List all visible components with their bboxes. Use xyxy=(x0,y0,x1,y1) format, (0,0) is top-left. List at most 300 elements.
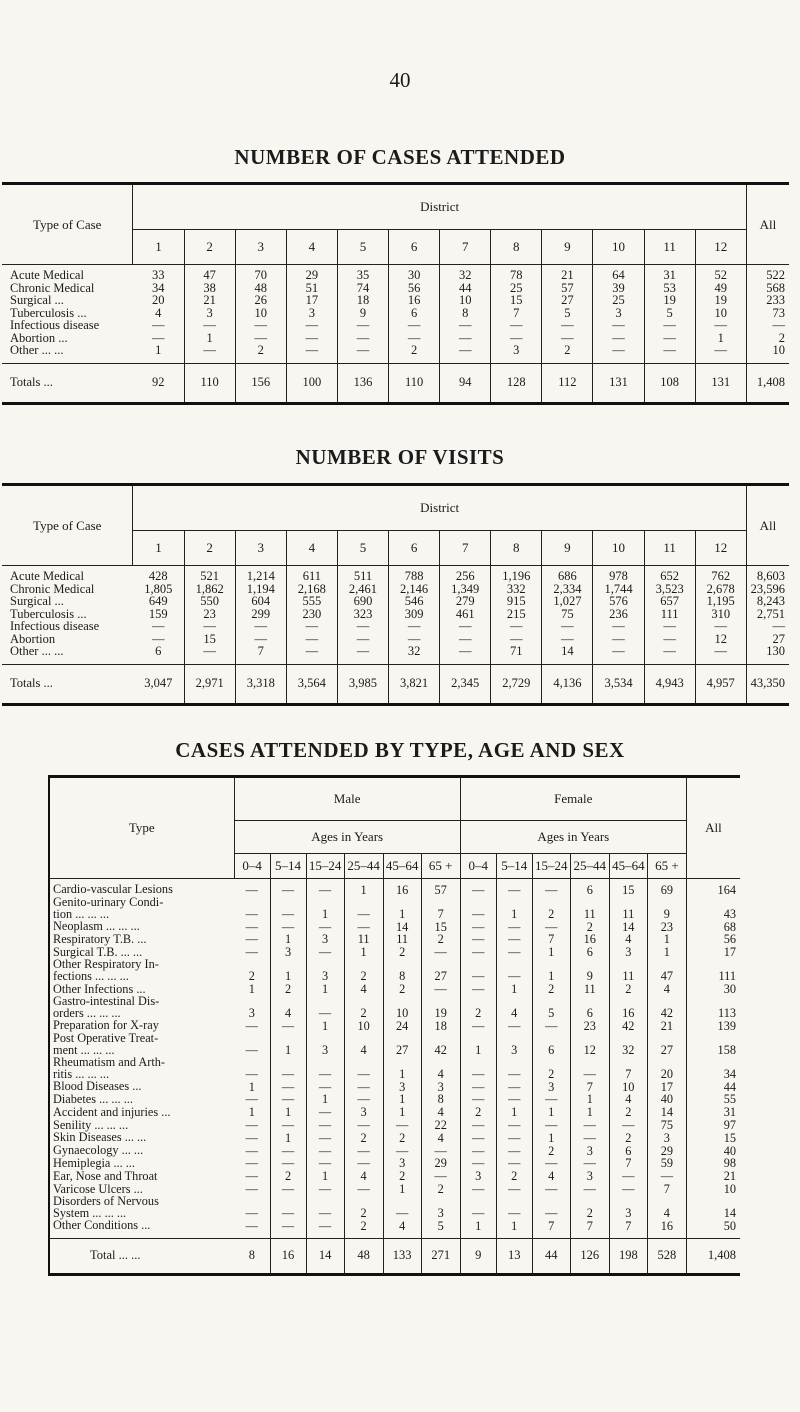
male-value: — xyxy=(234,920,270,933)
cell-value: 256 xyxy=(440,566,491,583)
female-value: 42 xyxy=(647,995,686,1019)
cell-value: — xyxy=(133,633,184,646)
cell-value: 6 xyxy=(389,307,440,320)
female-value: — xyxy=(496,879,532,896)
age-group-header: 0–4 xyxy=(460,854,496,879)
district-number: 10 xyxy=(593,531,644,566)
type-age-sex-table xyxy=(48,775,740,1276)
female-value: — xyxy=(496,1019,532,1032)
female-value: — xyxy=(496,1093,532,1106)
row-total: 139 xyxy=(717,1018,736,1033)
cell-value: 461 xyxy=(440,608,491,621)
male-value: 1 xyxy=(344,879,383,896)
row-total: 68 xyxy=(723,919,736,934)
cell-value: — xyxy=(542,633,593,646)
total-value: 3,318 xyxy=(235,664,286,704)
district-number: 11 xyxy=(644,230,695,265)
cell-value: — xyxy=(440,332,491,345)
cell-value: 215 xyxy=(491,608,542,621)
cell-value: 14 xyxy=(542,645,593,664)
male-value: — xyxy=(270,1144,306,1157)
female-value: 10 xyxy=(609,1080,647,1093)
female-value: 3 xyxy=(647,1131,686,1144)
cell-value: — xyxy=(389,633,440,646)
female-value: 1 xyxy=(570,1093,609,1106)
cell-value: — xyxy=(542,332,593,345)
row-label-line: orders ... ... ... xyxy=(53,1005,121,1020)
row-label xyxy=(49,1219,234,1238)
male-value: 3 xyxy=(383,1080,421,1093)
male-value: — xyxy=(270,1080,306,1093)
row-label-line: Other Infections ... xyxy=(53,981,146,996)
male-value: — xyxy=(383,1195,421,1219)
table-row xyxy=(49,1118,740,1131)
female-value: 1 xyxy=(460,1219,496,1238)
district-number: 9 xyxy=(542,531,593,566)
male-value: 2 xyxy=(344,1195,383,1219)
male-value: 3 xyxy=(383,1157,421,1170)
totals-row xyxy=(2,363,789,403)
cell-value: — xyxy=(644,332,695,345)
female-value: 14 xyxy=(647,1105,686,1118)
female-value: 7 xyxy=(609,1219,647,1238)
female-value: — xyxy=(647,1169,686,1182)
cell-value: 652 xyxy=(644,566,695,583)
female-value: — xyxy=(570,1131,609,1144)
male-value: — xyxy=(306,1144,344,1157)
female-value: 2 xyxy=(532,1056,570,1080)
row-label-line: Blood Diseases ... xyxy=(53,1079,142,1094)
total-value: 4,136 xyxy=(542,664,593,704)
female-value: — xyxy=(609,1182,647,1195)
row-label-line: Ear, Nose and Throat xyxy=(53,1168,158,1183)
table-row xyxy=(49,1157,740,1170)
cell-value: 75 xyxy=(542,608,593,621)
female-value: — xyxy=(460,982,496,995)
male-value: — xyxy=(234,1093,270,1106)
cell-value: — xyxy=(184,319,235,332)
row-label: Chronic Medical xyxy=(10,581,95,596)
cell-value: — xyxy=(286,332,337,345)
visits-title: NUMBER OF VISITS xyxy=(295,445,505,469)
cell-value: — xyxy=(133,620,184,633)
row-total: — xyxy=(772,619,785,634)
male-value: — xyxy=(344,1118,383,1131)
cell-value: 10 xyxy=(440,294,491,307)
age-group-header: 15–24 xyxy=(306,854,344,879)
total-value: 3,821 xyxy=(389,664,440,704)
table-row xyxy=(49,1219,740,1238)
cell-value: 5 xyxy=(644,307,695,320)
cell-value: — xyxy=(695,645,746,664)
row-total: 14 xyxy=(723,1205,736,1220)
male-value: — xyxy=(421,1144,460,1157)
male-value: 3 xyxy=(421,1195,460,1219)
male-value: — xyxy=(306,1131,344,1144)
male-value: — xyxy=(344,1157,383,1170)
female-value: 21 xyxy=(647,1019,686,1032)
district-number: 2 xyxy=(184,531,235,566)
cell-value: 32 xyxy=(389,645,440,664)
female-value: 3 xyxy=(609,1195,647,1219)
table-row xyxy=(2,294,789,307)
row-label: Other ... ... xyxy=(10,644,64,659)
table-row xyxy=(49,920,740,933)
cell-value: 29 xyxy=(286,265,337,282)
row-label-line: Accident and injuries ... xyxy=(53,1104,171,1119)
cell-value: — xyxy=(593,344,644,363)
male-value: — xyxy=(344,920,383,933)
female-value: 4 xyxy=(647,982,686,995)
row-label: Surgical ... xyxy=(10,293,64,308)
male-value: 3 xyxy=(270,945,306,958)
row-label-line: Cardio-vascular Lesions xyxy=(53,882,173,897)
female-value: 4 xyxy=(609,1093,647,1106)
female-header: Female xyxy=(460,777,686,821)
row-total: 15 xyxy=(723,1130,736,1145)
cell-value: — xyxy=(644,344,695,363)
female-value: — xyxy=(460,1131,496,1144)
male-value: 10 xyxy=(383,995,421,1019)
male-value: — xyxy=(234,1118,270,1131)
cell-value: 236 xyxy=(593,608,644,621)
female-value: 23 xyxy=(647,920,686,933)
cell-value: 3 xyxy=(184,307,235,320)
cell-value: 657 xyxy=(644,595,695,608)
male-value: 1 xyxy=(270,1032,306,1056)
female-total: 126 xyxy=(570,1238,609,1274)
cell-value: — xyxy=(440,645,491,664)
row-total: 30 xyxy=(723,981,736,996)
female-value: 15 xyxy=(609,879,647,896)
cell-value: — xyxy=(491,319,542,332)
district-number: 1 xyxy=(133,531,184,566)
cell-value: 18 xyxy=(337,294,388,307)
cell-value: — xyxy=(337,645,388,664)
cell-value: 19 xyxy=(695,294,746,307)
row-label-line: Skin Diseases ... ... xyxy=(53,1130,147,1145)
male-value: — xyxy=(270,1195,306,1219)
female-value: 27 xyxy=(647,1032,686,1056)
row-total: 44 xyxy=(723,1079,736,1094)
table-row xyxy=(49,1195,740,1219)
row-label xyxy=(49,1144,234,1157)
total-value: 2,729 xyxy=(491,664,542,704)
cell-value: 30 xyxy=(389,265,440,282)
cell-value: — xyxy=(593,633,644,646)
table-row xyxy=(49,1144,740,1157)
total-value: 3,047 xyxy=(133,664,184,704)
cell-value: — xyxy=(491,633,542,646)
male-header: Male xyxy=(234,777,460,821)
cell-value: 1,194 xyxy=(235,583,286,596)
cell-value: 1,196 xyxy=(491,566,542,583)
female-value: — xyxy=(496,920,532,933)
cell-value: — xyxy=(133,319,184,332)
total-value: 92 xyxy=(133,363,184,403)
row-label: Tuberculosis ... xyxy=(10,606,87,621)
cell-value: — xyxy=(593,319,644,332)
table-row xyxy=(49,1169,740,1182)
table-row xyxy=(2,595,789,608)
row-total: 522 xyxy=(766,268,785,283)
female-value: — xyxy=(609,1118,647,1131)
district-number: 4 xyxy=(286,531,337,566)
cell-value: 511 xyxy=(337,566,388,583)
type-header: Type xyxy=(49,777,234,879)
male-value: 42 xyxy=(421,1032,460,1056)
male-value: 2 xyxy=(383,1131,421,1144)
row-total: 568 xyxy=(766,280,785,295)
female-value: — xyxy=(460,933,496,946)
male-value: 1 xyxy=(306,1019,344,1032)
total-value: 3,564 xyxy=(286,664,337,704)
cell-value: 21 xyxy=(184,294,235,307)
row-total: 164 xyxy=(717,882,736,897)
female-value: — xyxy=(496,1080,532,1093)
row-label: Acute Medical xyxy=(10,569,84,584)
male-value: — xyxy=(306,1157,344,1170)
row-total: 21 xyxy=(723,1169,736,1184)
male-value: 4 xyxy=(421,1056,460,1080)
female-value: 2 xyxy=(609,1131,647,1144)
female-value: 11 xyxy=(609,896,647,920)
male-value: — xyxy=(270,1093,306,1106)
cell-value: 332 xyxy=(491,583,542,596)
male-value: — xyxy=(344,1182,383,1195)
female-value: 40 xyxy=(647,1093,686,1106)
district-number: 11 xyxy=(644,531,695,566)
cell-value: 10 xyxy=(235,307,286,320)
row-label: Abortion xyxy=(10,631,56,646)
cell-value: 39 xyxy=(593,282,644,295)
row-label xyxy=(49,1195,234,1219)
row-label: Infectious disease xyxy=(10,619,100,634)
female-value: 4 xyxy=(609,933,647,946)
row-label-line: Other Conditions ... xyxy=(53,1218,151,1233)
cell-value: 1 xyxy=(133,344,184,363)
male-value: — xyxy=(344,1080,383,1093)
row-label-line: Surgical T.B. ... ... xyxy=(53,944,143,959)
male-value: 11 xyxy=(383,933,421,946)
cell-value: 33 xyxy=(133,265,184,282)
table-row xyxy=(2,344,789,363)
female-value: 69 xyxy=(647,879,686,896)
type-header: Type of Case xyxy=(2,485,133,566)
male-value: 8 xyxy=(421,1093,460,1106)
district-number: 12 xyxy=(695,531,746,566)
all-header: All xyxy=(746,184,789,265)
female-value: — xyxy=(460,1144,496,1157)
female-value: 9 xyxy=(570,958,609,982)
cell-value: 53 xyxy=(644,282,695,295)
cell-value: 1,805 xyxy=(133,583,184,596)
male-value: — xyxy=(270,1019,306,1032)
female-value: 3 xyxy=(570,1169,609,1182)
row-total: 130 xyxy=(766,644,785,659)
cell-value: 21 xyxy=(542,265,593,282)
district-number: 7 xyxy=(440,531,491,566)
cell-value: 686 xyxy=(542,566,593,583)
cell-value: 2,461 xyxy=(337,583,388,596)
female-value: 2 xyxy=(570,920,609,933)
female-value: 1 xyxy=(647,933,686,946)
age-group-header: 45–64 xyxy=(609,854,647,879)
female-value: — xyxy=(460,1056,496,1080)
cell-value: 555 xyxy=(286,595,337,608)
cell-value: 56 xyxy=(389,282,440,295)
female-value: — xyxy=(496,1056,532,1080)
grand-total: 1,408 xyxy=(686,1238,740,1274)
female-value: — xyxy=(460,1157,496,1170)
cell-value: 49 xyxy=(695,282,746,295)
male-value: — xyxy=(306,1182,344,1195)
table-row xyxy=(2,265,789,282)
cell-value: 690 xyxy=(337,595,388,608)
row-label xyxy=(49,1105,234,1118)
row-total: 10 xyxy=(772,343,785,358)
cell-value: 323 xyxy=(337,608,388,621)
grand-total: 1,408 xyxy=(746,363,789,403)
cell-value: 10 xyxy=(695,307,746,320)
cell-value: 546 xyxy=(389,595,440,608)
cell-value: — xyxy=(133,332,184,345)
male-value: 11 xyxy=(344,933,383,946)
cell-value: 78 xyxy=(491,265,542,282)
male-value: 1 xyxy=(234,1105,270,1118)
table-row xyxy=(2,633,789,646)
district-number: 2 xyxy=(184,230,235,265)
male-value: 16 xyxy=(383,879,421,896)
cell-value: 1,027 xyxy=(542,595,593,608)
table-row xyxy=(49,1032,740,1056)
male-value: 1 xyxy=(270,1131,306,1144)
row-label-line: tion ... ... ... xyxy=(53,906,110,921)
cell-value: 1,862 xyxy=(184,583,235,596)
female-value: 3 xyxy=(532,1080,570,1093)
cell-value: — xyxy=(184,645,235,664)
male-value: — xyxy=(270,879,306,896)
male-value: — xyxy=(306,1056,344,1080)
male-value: 4 xyxy=(344,1032,383,1056)
district-number: 3 xyxy=(235,230,286,265)
all-header: All xyxy=(746,485,789,566)
district-number: 1 xyxy=(133,230,184,265)
female-value: 7 xyxy=(609,1056,647,1080)
female-total: 44 xyxy=(532,1238,570,1274)
cell-value: — xyxy=(337,344,388,363)
district-header: District xyxy=(133,184,746,230)
cell-value: — xyxy=(286,633,337,646)
male-value: — xyxy=(234,1169,270,1182)
female-value: — xyxy=(460,1118,496,1131)
female-value: — xyxy=(532,1157,570,1170)
row-label-line: Genito-urinary Condi- xyxy=(53,894,164,909)
total-value: 4,957 xyxy=(695,664,746,704)
totals-label: Totals ... xyxy=(2,664,133,704)
female-value: 29 xyxy=(647,1144,686,1157)
male-value: 1 xyxy=(383,1093,421,1106)
female-value: — xyxy=(532,1093,570,1106)
header-row xyxy=(2,184,789,230)
cell-value: — xyxy=(440,344,491,363)
female-value: — xyxy=(460,1019,496,1032)
row-total: 55 xyxy=(723,1092,736,1107)
cell-value: 32 xyxy=(440,265,491,282)
female-value: 17 xyxy=(647,1080,686,1093)
female-value: 1 xyxy=(570,1105,609,1118)
row-label-line: Respiratory T.B. ... xyxy=(53,931,147,946)
male-total: 133 xyxy=(383,1238,421,1274)
cell-value: 4 xyxy=(133,307,184,320)
male-value: 1 xyxy=(306,982,344,995)
male-total: 48 xyxy=(344,1238,383,1274)
row-label xyxy=(49,1032,234,1056)
cell-value: 3,523 xyxy=(644,583,695,596)
cell-value: 38 xyxy=(184,282,235,295)
cell-value: 16 xyxy=(389,294,440,307)
female-value: — xyxy=(496,1118,532,1131)
female-value: 4 xyxy=(647,1195,686,1219)
row-label-line: fections ... ... ... xyxy=(53,969,129,984)
female-value: — xyxy=(460,879,496,896)
female-value: — xyxy=(532,1182,570,1195)
cell-value: — xyxy=(491,620,542,633)
female-value: — xyxy=(460,945,496,958)
table-row xyxy=(49,995,740,1019)
male-total: 16 xyxy=(270,1238,306,1274)
row-total: 23,596 xyxy=(750,581,785,596)
cell-value: 2,334 xyxy=(542,583,593,596)
row-label-line: ritis ... ... ... xyxy=(53,1066,110,1081)
cell-value: 3 xyxy=(286,307,337,320)
cell-value: — xyxy=(542,620,593,633)
table-row xyxy=(2,282,789,295)
male-value: — xyxy=(344,1056,383,1080)
row-total: 111 xyxy=(718,969,736,984)
cell-value: 47 xyxy=(184,265,235,282)
cell-value: 23 xyxy=(184,608,235,621)
district-number: 3 xyxy=(235,531,286,566)
male-value: 3 xyxy=(344,1105,383,1118)
male-value: 2 xyxy=(270,1169,306,1182)
total-value: 131 xyxy=(695,363,746,403)
type-header: Type of Case xyxy=(2,184,133,265)
row-label xyxy=(49,920,234,933)
total-value: 3,534 xyxy=(593,664,644,704)
cell-value: 762 xyxy=(695,566,746,583)
cell-value: 51 xyxy=(286,282,337,295)
row-total: — xyxy=(772,318,785,333)
male-value: — xyxy=(306,1195,344,1219)
male-total: 271 xyxy=(421,1238,460,1274)
female-value: — xyxy=(496,1131,532,1144)
totals-row xyxy=(2,664,789,704)
female-value: 23 xyxy=(570,1019,609,1032)
row-label-line: Gastro-intestinal Dis- xyxy=(53,993,160,1008)
cell-value: — xyxy=(235,319,286,332)
cell-value: 309 xyxy=(389,608,440,621)
female-value: — xyxy=(570,1118,609,1131)
female-value: 1 xyxy=(460,1032,496,1056)
cell-value: 576 xyxy=(593,595,644,608)
male-value: 1 xyxy=(383,1105,421,1118)
age-group-header: 65 + xyxy=(647,854,686,879)
female-value: — xyxy=(496,958,532,982)
row-label: Infectious disease xyxy=(10,318,100,333)
cell-value: — xyxy=(644,319,695,332)
male-value: — xyxy=(270,1182,306,1195)
